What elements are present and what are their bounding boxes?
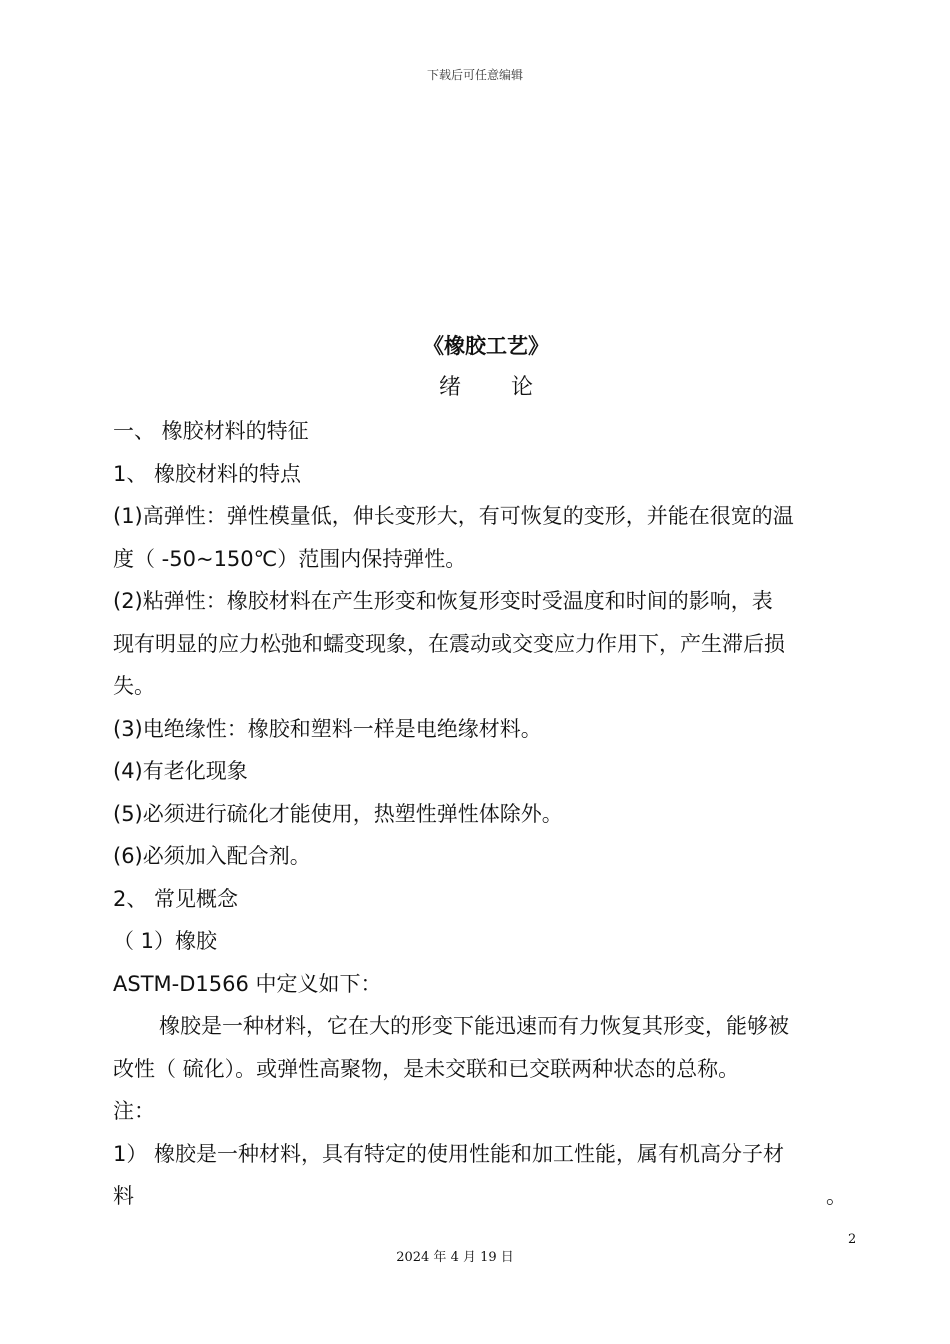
note-label: 注： bbox=[113, 1099, 155, 1123]
document-body bbox=[113, 326, 859, 1218]
list-item-line: 度（ -50~150℃）范围内保持弹性。 bbox=[113, 546, 467, 571]
document-title: 《橡胶工艺》 bbox=[423, 334, 549, 358]
list-item-line: 现有明显的应力松弛和蠕变现象，在震动或交变应力作用下，产生滞后损 bbox=[113, 631, 785, 656]
subsection-heading: 1、 橡胶材料的特点 bbox=[113, 461, 302, 486]
note-trailing-period: 。 bbox=[826, 1184, 847, 1208]
page-number: 2 bbox=[848, 1232, 857, 1247]
note-line-text: 料 bbox=[113, 1184, 134, 1208]
subtitle-char-right: 论 bbox=[511, 375, 534, 400]
list-item: (5)必须进行硫化才能使用，热塑性弹性体除外。 bbox=[113, 801, 563, 826]
document-subtitle bbox=[113, 366, 859, 410]
note-line: 1） 橡胶是一种材料，具有特定的使用性能和加工性能，属有机高分子材 bbox=[113, 1141, 785, 1166]
list-item: (4)有老化现象 bbox=[113, 759, 248, 783]
list-item-line: (2)粘弹性：橡胶材料在产生形变和恢复形变时受温度和时间的影响，表 bbox=[113, 589, 773, 613]
subsection-heading: 2、 常见概念 bbox=[113, 886, 239, 911]
header-note: 下载后可任意编辑 bbox=[426, 68, 523, 82]
concept-heading: （ 1）橡胶 bbox=[113, 929, 218, 953]
astm-definition-intro: ASTM-D1566 中定义如下： bbox=[113, 971, 382, 996]
list-item-line: 失。 bbox=[113, 674, 155, 698]
note-line-last bbox=[113, 1175, 859, 1218]
subtitle-char-left: 绪 bbox=[438, 375, 461, 400]
footer-date: 2024 年 4 月 19 日 bbox=[396, 1250, 514, 1265]
list-item: (6)必须加入配合剂。 bbox=[113, 844, 311, 868]
list-item-line: (1)高弹性：弹性模量低，伸长变形大，有可恢复的变形，并能在很宽的温 bbox=[113, 504, 794, 528]
list-item: (3)电绝缘性：橡胶和塑料一样是电绝缘材料。 bbox=[113, 716, 542, 741]
section-heading: 一、 橡胶材料的特征 bbox=[113, 419, 309, 443]
definition-line: 橡胶是一种材料，它在大的形变下能迅速而有力恢复其形变，能够被 bbox=[159, 1014, 789, 1038]
definition-line: 改性（ 硫化）。或弹性高聚物，是未交联和已交联两种状态的总称。 bbox=[113, 1056, 740, 1081]
